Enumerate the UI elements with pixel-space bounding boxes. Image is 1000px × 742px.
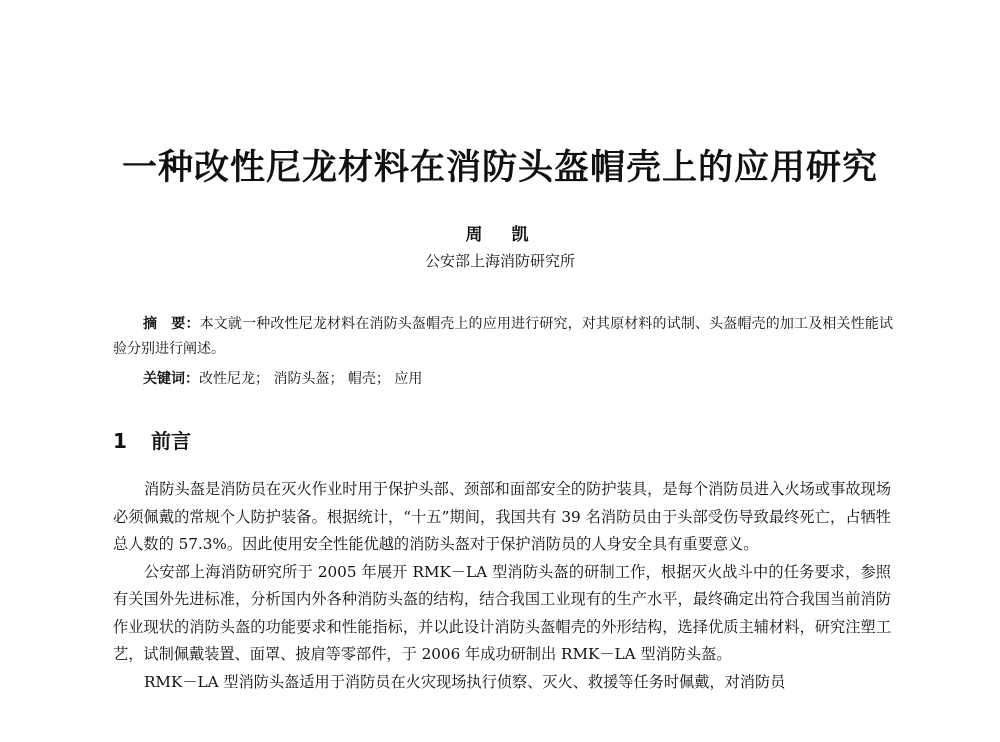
paper-title: 一种改性尼龙材料在消防头盔帽壳上的应用研究 [121, 147, 878, 188]
abstract-label: 摘 要： [143, 316, 200, 332]
keywords-text: 改性尼龙； 消防头盔； 帽壳； 应用 [199, 371, 423, 387]
section-body [113, 476, 891, 696]
body-paragraph: 公安部上海消防研究所于 2005 年展开 RMK－LA 型消防头盔的研制工作，根据灭火战斗中的任务要求，参照有关国外先进标准，分析国内外各种消防头盔的结构，结合我国工业现有的生产水平，最终确定出符合我国当前消防作业现状的消防头盔的功能要求和性能指标，并以此设计消防头盔帽壳的外形结构，选择优质主辅材料，研究注塑工艺，试制佩戴装置、面罩、披肩等零部件，于 2006 年成功研制出 RMK－LA 型消防头盔。 [113, 562, 891, 663]
author-affiliation: 公安部上海消防研究所 [424, 252, 575, 270]
section-number: 1 [113, 429, 127, 453]
abstract-text: 本文就一种改性尼龙材料在消防头盔帽壳上的应用进行研究，对其原材料的试制、头盔帽壳的加工及相关性能试验分别进行阐述。 [113, 316, 894, 357]
body-paragraph: 消防头盔是消防员在灭火作业时用于保护头部、颈部和面部安全的防护装具，是每个消防员进入火场或事故现场必须佩戴的常规个人防护装备。根据统计，“十五”期间，我国共有 39 名消防员由于头部受伤导致最终死亡，占牺牲总人数的 57.3%。因此使用安全性能优越的消防头盔对于保护消防员的人身安全具有重要意义。 [113, 480, 891, 553]
keywords [143, 368, 893, 390]
section-heading [113, 425, 191, 454]
body-paragraph: RMK－LA 型消防头盔适用于消防员在火灾现场执行侦察、灭火、救援等任务时佩戴，对消防员 [144, 672, 786, 691]
section-title: 前言 [151, 429, 191, 453]
author-name: 周 凯 [465, 225, 535, 245]
abstract [113, 312, 893, 362]
keywords-label: 关键词： [143, 371, 199, 387]
